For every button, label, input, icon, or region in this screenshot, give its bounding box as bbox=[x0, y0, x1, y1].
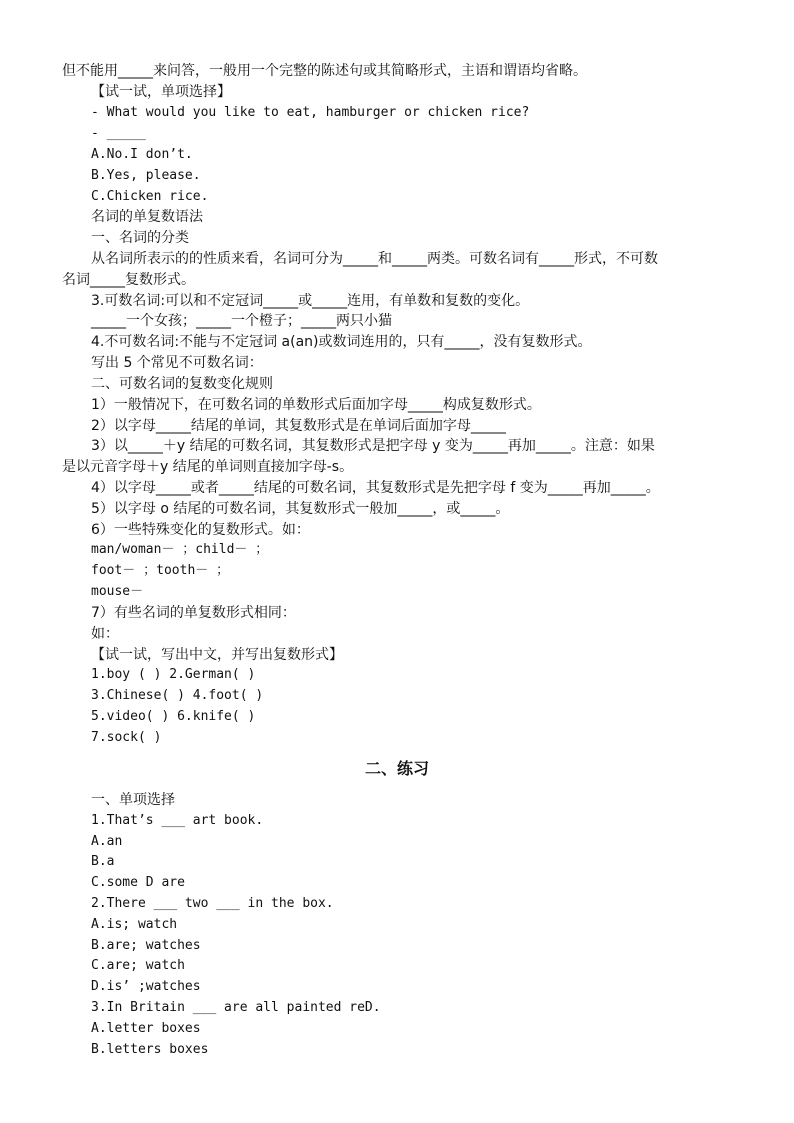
option-line: C.are; watch bbox=[91, 958, 185, 973]
rule-line: 5）以字母 o 结尾的可数名词，其复数形式一般加_____，或_____。 bbox=[91, 501, 510, 517]
question-line: - What would you like to eat, hamburger or chicken rice? bbox=[91, 105, 530, 120]
option-c: C.Chicken rice. bbox=[91, 189, 209, 204]
option-line: B.letters boxes bbox=[91, 1042, 209, 1057]
option-line: D.is’ ;watches bbox=[91, 979, 201, 994]
option-line: B.a bbox=[91, 854, 115, 869]
option-line: B.are; watches bbox=[91, 938, 201, 953]
question-line: 2.There ___ two ___ in the box. bbox=[91, 896, 334, 911]
rule-line: 7）有些名词的单复数形式相同： bbox=[91, 605, 296, 621]
text-line: 如： bbox=[91, 626, 119, 642]
section-heading: 一、单项选择 bbox=[91, 792, 175, 808]
option-line: C.some D are bbox=[91, 875, 185, 890]
option-line: A.an bbox=[91, 834, 123, 849]
option-line: A.is; watch bbox=[91, 917, 178, 932]
text-line: 但不能用_____来问答，一般用一个完整的陈述句或其简略形式，主语和谓语均省略。 bbox=[62, 63, 587, 79]
text-line: _____一个女孩；_____一个橙子；_____两只小猫 bbox=[91, 313, 392, 329]
example-line: foot－ ；tooth－ ； bbox=[91, 563, 230, 578]
exercise-item: 1.boy ( ) 2.German( ) bbox=[91, 667, 256, 682]
example-line: man/woman－ ；child－ ； bbox=[91, 542, 269, 557]
exercise-heading: 【试一试，单项选择】 bbox=[91, 84, 231, 100]
section-title: 二、练习 bbox=[364, 759, 429, 778]
text-line: 3.可数名词:可以和不定冠词_____或_____连用，有单数和复数的变化。 bbox=[91, 293, 530, 309]
question-line: 1.That’s ___ art book. bbox=[91, 813, 264, 828]
text-line: 写出 5 个常见不可数名词： bbox=[91, 355, 263, 371]
question-line: 3.In Britain ___ are all painted reD. bbox=[91, 1000, 381, 1015]
exercise-heading: 【试一试，写出中文，并写出复数形式】 bbox=[91, 647, 343, 663]
option-a: A.No.I don’t. bbox=[91, 147, 193, 162]
text-line: 名词_____复数形式。 bbox=[62, 272, 195, 288]
answer-blank: - _____ bbox=[91, 126, 146, 141]
exercise-item: 5.video( ) 6.knife( ) bbox=[91, 709, 256, 724]
example-line: mouse－ bbox=[91, 584, 144, 599]
option-line: A.letter boxes bbox=[91, 1021, 201, 1036]
exercise-item: 3.Chinese( ) 4.foot( ) bbox=[91, 688, 264, 703]
rule-line: 4）以字母_____或者_____结尾的可数名词，其复数形式是先把字母 f 变为_____再加_____。 bbox=[91, 480, 660, 496]
rule-line: 是以元音字母＋y 结尾的单词则直接加字母-s。 bbox=[62, 459, 354, 475]
option-b: B.Yes, please. bbox=[91, 168, 201, 183]
text-line: 从名词所表示的的性质来看，名词可分为_____和_____两类。可数名词有_____形式，不可数 bbox=[91, 251, 658, 267]
section-heading: 二、可数名词的复数变化规则 bbox=[91, 376, 273, 392]
rule-line: 3）以_____＋y 结尾的可数名词，其复数形式是把字母 y 变为_____再加_____。注意：如果 bbox=[91, 438, 655, 454]
rule-line: 1）一般情况下，在可数名词的单数形式后面加字母_____构成复数形式。 bbox=[91, 397, 541, 413]
exercise-item: 7.sock( ) bbox=[91, 730, 162, 745]
text-line: 4.不可数名词:不能与不定冠词 a(an)或数词连用的，只有_____，没有复数形式。 bbox=[91, 334, 592, 350]
section-heading: 一、名词的分类 bbox=[91, 230, 189, 246]
rule-line: 2）以字母_____结尾的单词，其复数形式是在单词后面加字母_____ bbox=[91, 418, 506, 434]
rule-line: 6）一些特殊变化的复数形式。如： bbox=[91, 522, 310, 538]
topic-title: 名词的单复数语法 bbox=[91, 209, 203, 225]
